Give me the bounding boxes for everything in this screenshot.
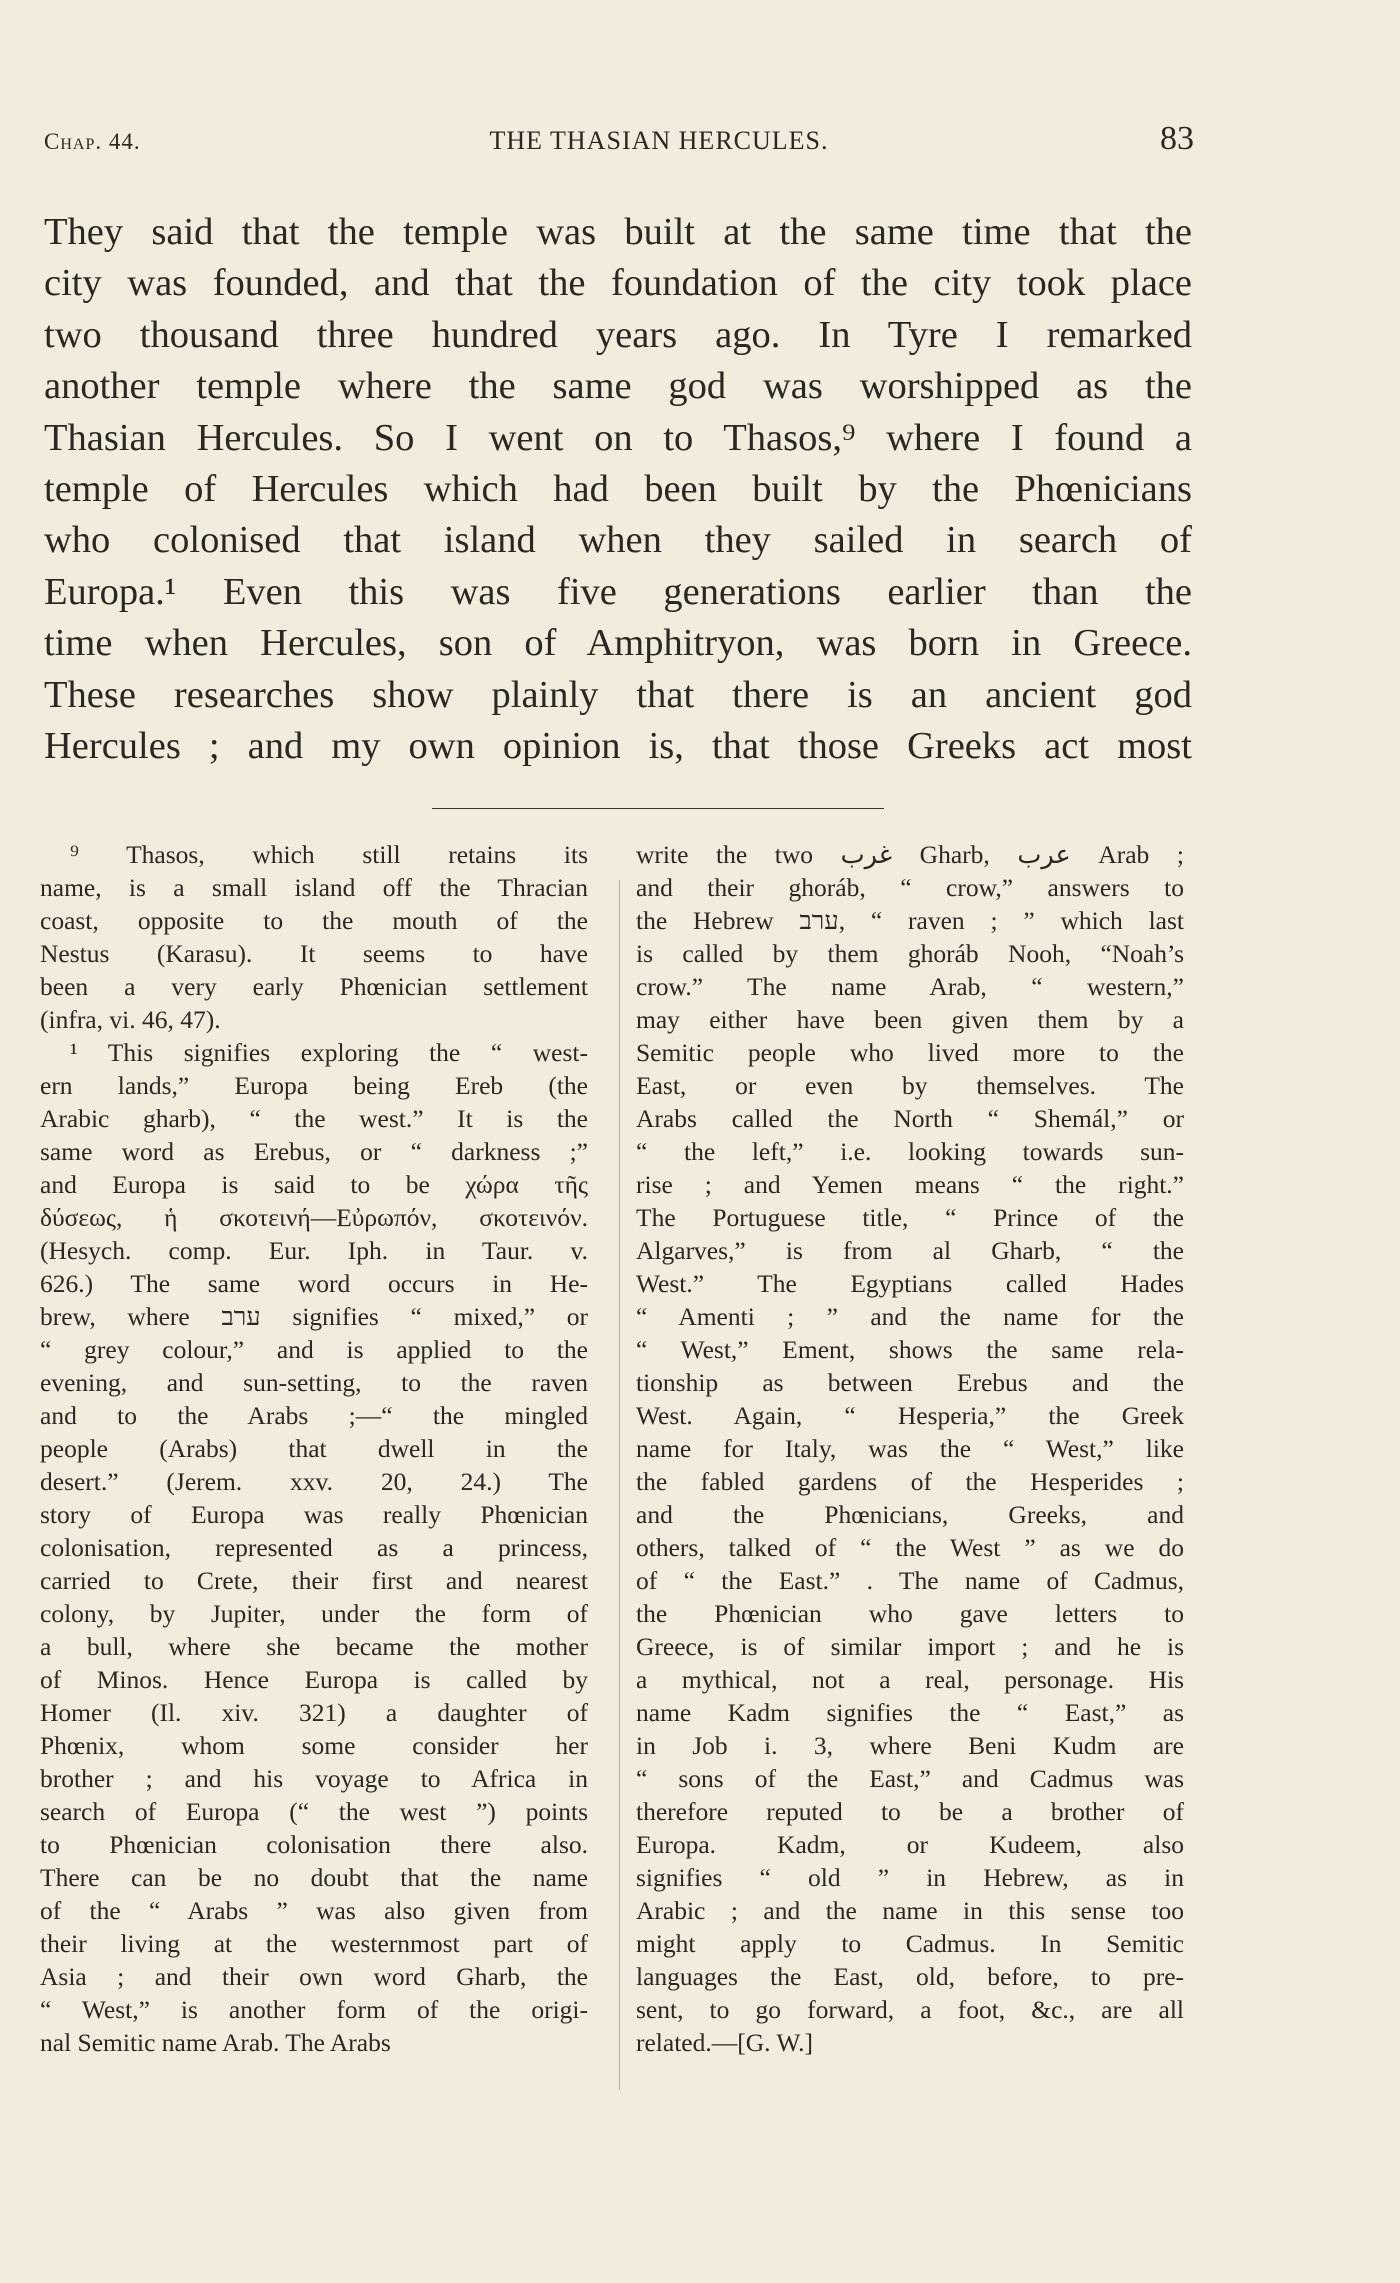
footnote-line: tionship as between Erebus and the bbox=[636, 1368, 1184, 1397]
body-text-line: temple of Hercules which had been built by the Phœnicians bbox=[44, 468, 1192, 511]
footnote-line: Nestus (Karasu). It seems to have bbox=[40, 939, 588, 968]
footnote-line: the fabled gardens of the Hesperides ; bbox=[636, 1467, 1184, 1496]
footnote-line: East, or even by themselves. The bbox=[636, 1071, 1184, 1100]
footnote-line: the Phœnician who gave letters to bbox=[636, 1599, 1184, 1628]
body-text-line: They said that the temple was built at the same time that the bbox=[44, 211, 1192, 253]
footnote-line: same word as Erebus, or “ darkness ;” bbox=[40, 1137, 588, 1166]
footnote-line: others, talked of “ the West ” as we do bbox=[636, 1533, 1184, 1562]
footnote-line: δύσεως, ἡ σκοτεινή—Εὐρωπόν, σκοτεινόν. bbox=[40, 1203, 588, 1232]
footnote-line: Arabic gharb), “ the west.” It is the bbox=[40, 1104, 588, 1133]
footnote-line: “ West,” is another form of the origi- bbox=[40, 1995, 588, 2024]
footnote-line: signifies “ old ” in Hebrew, as in bbox=[636, 1863, 1184, 1892]
footnotes-right-column bbox=[636, 838, 1184, 2059]
footnote-line: colony, by Jupiter, under the form of bbox=[40, 1599, 588, 1628]
chapter-label: Chap. 44. bbox=[44, 129, 141, 154]
footnote-line: brother ; and his voyage to Africa in bbox=[40, 1764, 588, 1793]
footnote-line: (infra, vi. 46, 47). bbox=[40, 1005, 221, 1034]
body-text-line: time when Hercules, son of Amphitryon, was born in Greece. bbox=[44, 622, 1192, 665]
body-text-line: another temple where the same god was worshipped as the bbox=[44, 365, 1192, 408]
body-text-line: city was founded, and that the foundation of the city took place bbox=[44, 262, 1192, 305]
footnote-line: “ grey colour,” and is applied to the bbox=[40, 1335, 588, 1364]
footnote-line: colonisation, represented as a princess, bbox=[40, 1533, 588, 1562]
footnote-line: coast, opposite to the mouth of the bbox=[40, 906, 588, 935]
footnote-line: to Phœnician colonisation there also. bbox=[40, 1830, 588, 1859]
footnote-line: West.” The Egyptians called Hades bbox=[636, 1269, 1184, 1298]
footnote-line: Arabic ; and the name in this sense too bbox=[636, 1896, 1184, 1925]
footnote-line: rise ; and Yemen means “ the right.” bbox=[636, 1170, 1184, 1199]
footnote-line: crow.” The name Arab, “ western,” bbox=[636, 972, 1184, 1001]
footnote-line: and their ghoráb, “ crow,” answers to bbox=[636, 873, 1184, 902]
footnote-line: Asia ; and their own word Gharb, the bbox=[40, 1962, 588, 1991]
footnote-line: (Hesych. comp. Eur. Iph. in Taur. v. bbox=[40, 1236, 588, 1265]
footnote-line: the Hebrew ערב, “ raven ; ” which last bbox=[636, 906, 1184, 935]
footnote-line: of the “ Arabs ” was also given from bbox=[40, 1896, 588, 1925]
footnote-line: “ the left,” i.e. looking towards sun- bbox=[636, 1137, 1184, 1166]
footnote-line: in Job i. 3, where Beni Kudm are bbox=[636, 1731, 1184, 1760]
footnote-line: West. Again, “ Hesperia,” the Greek bbox=[636, 1401, 1184, 1430]
footnote-line: search of Europa (“ the west ”) points bbox=[40, 1797, 588, 1826]
footnote-line: Arabs called the North “ Shemál,” or bbox=[636, 1104, 1184, 1133]
footnote-line: people (Arabs) that dwell in the bbox=[40, 1434, 588, 1463]
footnote-line: 626.) The same word occurs in He- bbox=[40, 1269, 588, 1298]
footnote-line: and to the Arabs ;—“ the mingled bbox=[40, 1401, 588, 1430]
footnote-line: Algarves,” is from al Gharb, “ the bbox=[636, 1236, 1184, 1265]
footnote-line: name Kadm signifies the “ East,” as bbox=[636, 1698, 1184, 1727]
footnote-line: carried to Crete, their first and nearest bbox=[40, 1566, 588, 1595]
body-text-line: who colonised that island when they sailed in search of bbox=[44, 519, 1192, 562]
footnote-line: Homer (Il. xiv. 321) a daughter of bbox=[40, 1698, 588, 1727]
footnote-line: related.—[G. W.] bbox=[636, 2028, 814, 2057]
footnote-line: therefore reputed to be a brother of bbox=[636, 1797, 1184, 1826]
footnote-line: languages the East, old, before, to pre- bbox=[636, 1962, 1184, 1991]
footnote-line: desert.” (Jerem. xxv. 20, 24.) The bbox=[40, 1467, 588, 1496]
running-title: THE THASIAN HERCULES. bbox=[489, 126, 829, 155]
footnote-line: and Europa is said to be χώρα τῆς bbox=[40, 1170, 588, 1199]
footnote-line: “ sons of the East,” and Cadmus was bbox=[636, 1764, 1184, 1793]
footnote-line: and the Phœnicians, Greeks, and bbox=[636, 1500, 1184, 1529]
footnote-line: ern lands,” Europa being Ereb (the bbox=[40, 1071, 588, 1100]
footnote-line: may either have been given them by a bbox=[636, 1005, 1184, 1034]
footnote-line: Europa. Kadm, or Kudeem, also bbox=[636, 1830, 1184, 1859]
body-text-line: These researches show plainly that there is an ancient god bbox=[44, 673, 1192, 716]
footnote-line: evening, and sun-setting, to the raven bbox=[40, 1368, 588, 1397]
body-text-line: Europa.¹ Even this was five generations earlier than the bbox=[44, 570, 1192, 613]
page-number: 83 bbox=[1160, 120, 1194, 157]
footnote-line: write the two غرب Gharb, عرب Arab ; bbox=[636, 840, 1184, 869]
main-text bbox=[44, 207, 1192, 772]
footnote-line: “ Amenti ; ” and the name for the bbox=[636, 1302, 1184, 1331]
footnote-line: name, is a small island off the Thracian bbox=[40, 873, 588, 902]
footnote-rule bbox=[432, 808, 884, 809]
footnote-line: nal Semitic name Arab. The Arabs bbox=[40, 2028, 391, 2057]
footnote-line: “ West,” Ement, shows the same rela- bbox=[636, 1335, 1184, 1364]
footnote-line: their living at the westernmost part of bbox=[40, 1929, 588, 1958]
footnote-line: of “ the East.” . The name of Cadmus, bbox=[636, 1566, 1184, 1595]
body-text-line: Thasian Hercules. So I went on to Thasos,⁹ where I found a bbox=[44, 416, 1192, 459]
footnote-line: been a very early Phœnician settlement bbox=[40, 972, 588, 1001]
footnote-line: ¹ This signifies exploring the “ west- bbox=[70, 1038, 588, 1067]
body-text-line: two thousand three hundred years ago. In Tyre I remarked bbox=[44, 313, 1192, 356]
footnote-line: a bull, where she became the mother bbox=[40, 1632, 588, 1661]
footnote-line: is called by them ghoráb Nooh, “Noah’s bbox=[636, 939, 1184, 968]
footnote-line: Semitic people who lived more to the bbox=[636, 1038, 1184, 1067]
footnote-line: The Portuguese title, “ Prince of the bbox=[636, 1203, 1184, 1232]
running-header bbox=[44, 120, 1194, 168]
footnote-line: a mythical, not a real, personage. His bbox=[636, 1665, 1184, 1694]
footnote-line: of Minos. Hence Europa is called by bbox=[40, 1665, 588, 1694]
footnote-line: brew, where ערב signifies “ mixed,” or bbox=[40, 1302, 588, 1331]
footnote-line: might apply to Cadmus. In Semitic bbox=[636, 1929, 1184, 1958]
column-divider bbox=[619, 880, 620, 2090]
footnote-line: There can be no doubt that the name bbox=[40, 1863, 588, 1892]
footnote-line: story of Europa was really Phœnician bbox=[40, 1500, 588, 1529]
body-text-line: Hercules ; and my own opinion is, that those Greeks act most bbox=[44, 725, 1192, 768]
footnote-line: Phœnix, whom some consider her bbox=[40, 1731, 588, 1760]
footnote-line: ⁹ Thasos, which still retains its bbox=[70, 840, 588, 869]
footnote-line: sent, to go forward, a foot, &c., are all bbox=[636, 1995, 1184, 2024]
footnote-line: name for Italy, was the “ West,” like bbox=[636, 1434, 1184, 1463]
footnotes-left-column bbox=[40, 838, 588, 2059]
footnote-line: Greece, is of similar import ; and he is bbox=[636, 1632, 1184, 1661]
